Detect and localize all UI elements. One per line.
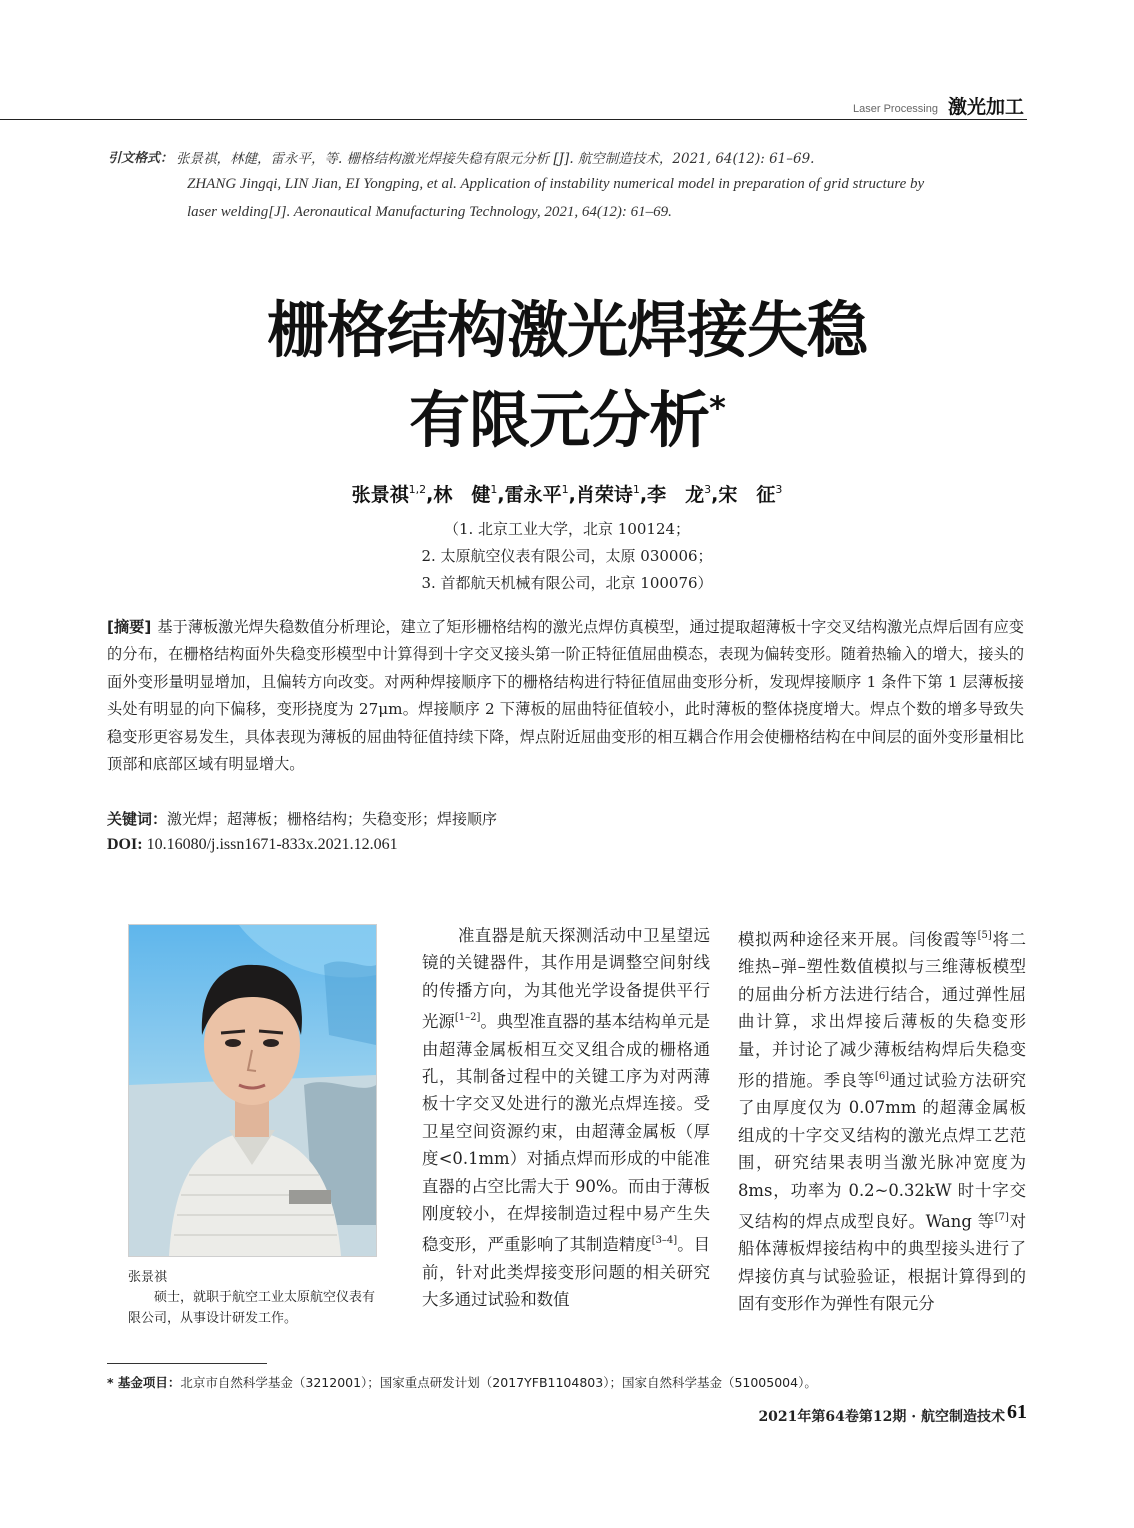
body-text: 。典型准直器的基本结构单元是由超薄金属板相互交叉组合成的栅格通孔，其制备过程中的关键工序为对两薄板十字交叉处进行的激光点焊连接。受卫星空间资源约束，由超薄金属板（厚度<0.1mm）对插点焊而形成的中能准直器的占空比需大于 90%。而由于薄板刚度较小，在焊接制造过程中易产生失稳变形，严重影响了其制造精度 <box>422 1012 711 1255</box>
journal-footer: 2021年第64卷第12期 · 航空制造技术 <box>758 1409 1005 1425</box>
author-affil: 1 <box>632 483 640 496</box>
author-list: 张景祺$^{1,2}$,林 健$^1$,雷永平$^1$,肖荣诗$^1$,李 龙$^3$,宋 征$^3$ <box>351 483 783 506</box>
doi-label: DOI: <box>107 836 143 853</box>
paper-title-line2-text: 有限元分析 <box>409 385 710 456</box>
author-affil: 3 <box>775 483 783 496</box>
header-section-en: Laser Processing <box>853 103 938 115</box>
body-text: 通过试验方法研究了由厚度仅为 0.07mm 的超薄金属板组成的十字交叉结构的激光点焊工艺范围，研究结果表明当激光脉冲宽度为 8ms，功率为 0.2~0.32kW 时十字交叉结构的焊点成型良好。Wang 等 <box>738 1071 1027 1232</box>
citation-cn: 张景祺，林健，雷永平，等. 栅格结构激光焊接失稳有限元分析 [J]. 航空制造技术，2021, 64(12): 61–69. <box>176 151 815 167</box>
footnote-label: * 基金项目： <box>107 1375 181 1390</box>
author-name: 雷永平 <box>504 484 562 506</box>
citation-ref[interactable]: [5] <box>977 930 992 941</box>
citation-ref[interactable]: [6] <box>874 1071 890 1083</box>
affiliation-2: 2. 太原航空仪表有限公司，太原 030006； <box>421 547 713 565</box>
author-portrait-image <box>129 925 376 1256</box>
header-rule <box>0 119 1027 120</box>
footnote-rule <box>107 1363 267 1364</box>
footnote-text: 北京市自然科学基金（3212001）；国家重点研发计划（2017YFB1104803）；国家自然科学基金（51005004）。 <box>180 1375 817 1390</box>
body-column-2 <box>738 922 1026 1318</box>
doi <box>107 836 398 854</box>
author-affil: 1,2 <box>408 483 427 496</box>
doi-value[interactable]: 10.16080/j.issn1671-833x.2021.12.061 <box>146 836 398 853</box>
author-affil: 1 <box>490 483 498 496</box>
author-name: 林 健 <box>433 484 491 506</box>
citation-label: 引文格式： <box>108 151 174 166</box>
author-name: 宋 征 <box>718 484 776 506</box>
citation-ref[interactable]: [7] <box>994 1212 1009 1224</box>
body-text: 将二维热–弹–塑性数值模拟与三维薄板模型的屈曲分析方法进行结合，通过弹性屈曲计算，求出焊接后薄板的失稳变形量，并讨论了减少薄板结构焊后失稳变形的措施。季良等 <box>738 930 1027 1091</box>
keywords-text: 激光焊；超薄板；栅格结构；失稳变形；焊接顺序 <box>167 810 498 828</box>
abstract <box>107 614 1024 778</box>
title-footnote-mark: * <box>709 389 725 427</box>
citation-ref[interactable]: [1–2] <box>454 1012 481 1024</box>
body-text: 对船体薄板焊接结构中的典型接头进行了焊接仿真与试验验证，根据计算得到的固有变形作为弹性有限元分 <box>738 1212 1027 1314</box>
paper-title-line2 <box>0 372 1134 459</box>
author-name: 李 龙 <box>647 484 705 506</box>
keywords <box>107 808 497 829</box>
abstract-label: [摘要] <box>107 618 152 636</box>
author-name: 张景祺 <box>351 484 409 506</box>
header-section-cn: 激光加工 <box>947 96 1024 118</box>
body-text: 准直器是航天探测活动中卫星望远镜的关键器件，其作用是调整空间射线的传播方向，为其他光学设备提供平行光源 <box>422 926 710 1032</box>
citation-en-line1: ZHANG Jingqi, LIN Jian, EI Yongping, et al. Application of instability numerical model in preparation of grid structure by <box>187 176 925 192</box>
author-affil: 1 <box>561 483 569 496</box>
citation-ref[interactable]: [3–4] <box>651 1235 678 1247</box>
keywords-label: 关键词： <box>107 810 168 828</box>
funding-footnote <box>107 1373 817 1391</box>
author-affil: 3 <box>704 483 712 496</box>
abstract-text: 基于薄板激光焊失稳数值分析理论，建立了矩形栅格结构的激光点焊仿真模型，通过提取超薄板十字交叉结构激光点焊后固有应变的分布，在栅格结构面外失稳变形模型中计算得到十字交叉接头第一阶正特征值屈曲模态，表现为偏转变形。随着热输入的增大，接头的面外变形量明显增加，且偏转方向改变。对两种焊接顺序下的栅格结构进行特征值屈曲变形分析，发现焊接顺序 1 条件下第 1 层薄板接头处有明显的向下偏移，变形挠度为 27μm。焊接顺序 2 下薄板的屈曲特征值较小，此时薄板的整体挠度增大。焊点个数的增多导致失稳变形更容易发生，具体表现为薄板的屈曲特征值持续下降，焊点附近屈曲变形的相互耦合作用会使栅格结构在中间层的面外变形量相比顶部和底部区域有明显增大。 <box>107 618 1024 774</box>
photo-caption-name: 张景祺 <box>128 1270 168 1285</box>
photo-caption-bio: 硕士，就职于航空工业太原航空仪表有限公司，从事设计研发工作。 <box>128 1290 376 1326</box>
body-text: 。目前，针对此类焊接变形问题的相关研究大多通过试验和数值 <box>422 1235 711 1310</box>
author-photo <box>128 924 377 1257</box>
paper-title-line1: 栅格结构激光焊接失稳 <box>266 295 867 366</box>
body-column-1 <box>422 922 710 1314</box>
affiliation-1: （1. 北京工业大学，北京 100124； <box>443 520 691 538</box>
body-text: 模拟两种途径来开展。闫俊霞等 <box>738 930 978 949</box>
affiliation-3: 3. 首都航天机械有限公司，北京 100076） <box>421 574 713 592</box>
page-number: 61 <box>1007 1401 1027 1423</box>
author-name: 肖荣诗 <box>575 484 633 506</box>
citation-en-line2: laser welding[J]. Aeronautical Manufacturing Technology, 2021, 64(12): 61–69. <box>187 204 672 220</box>
